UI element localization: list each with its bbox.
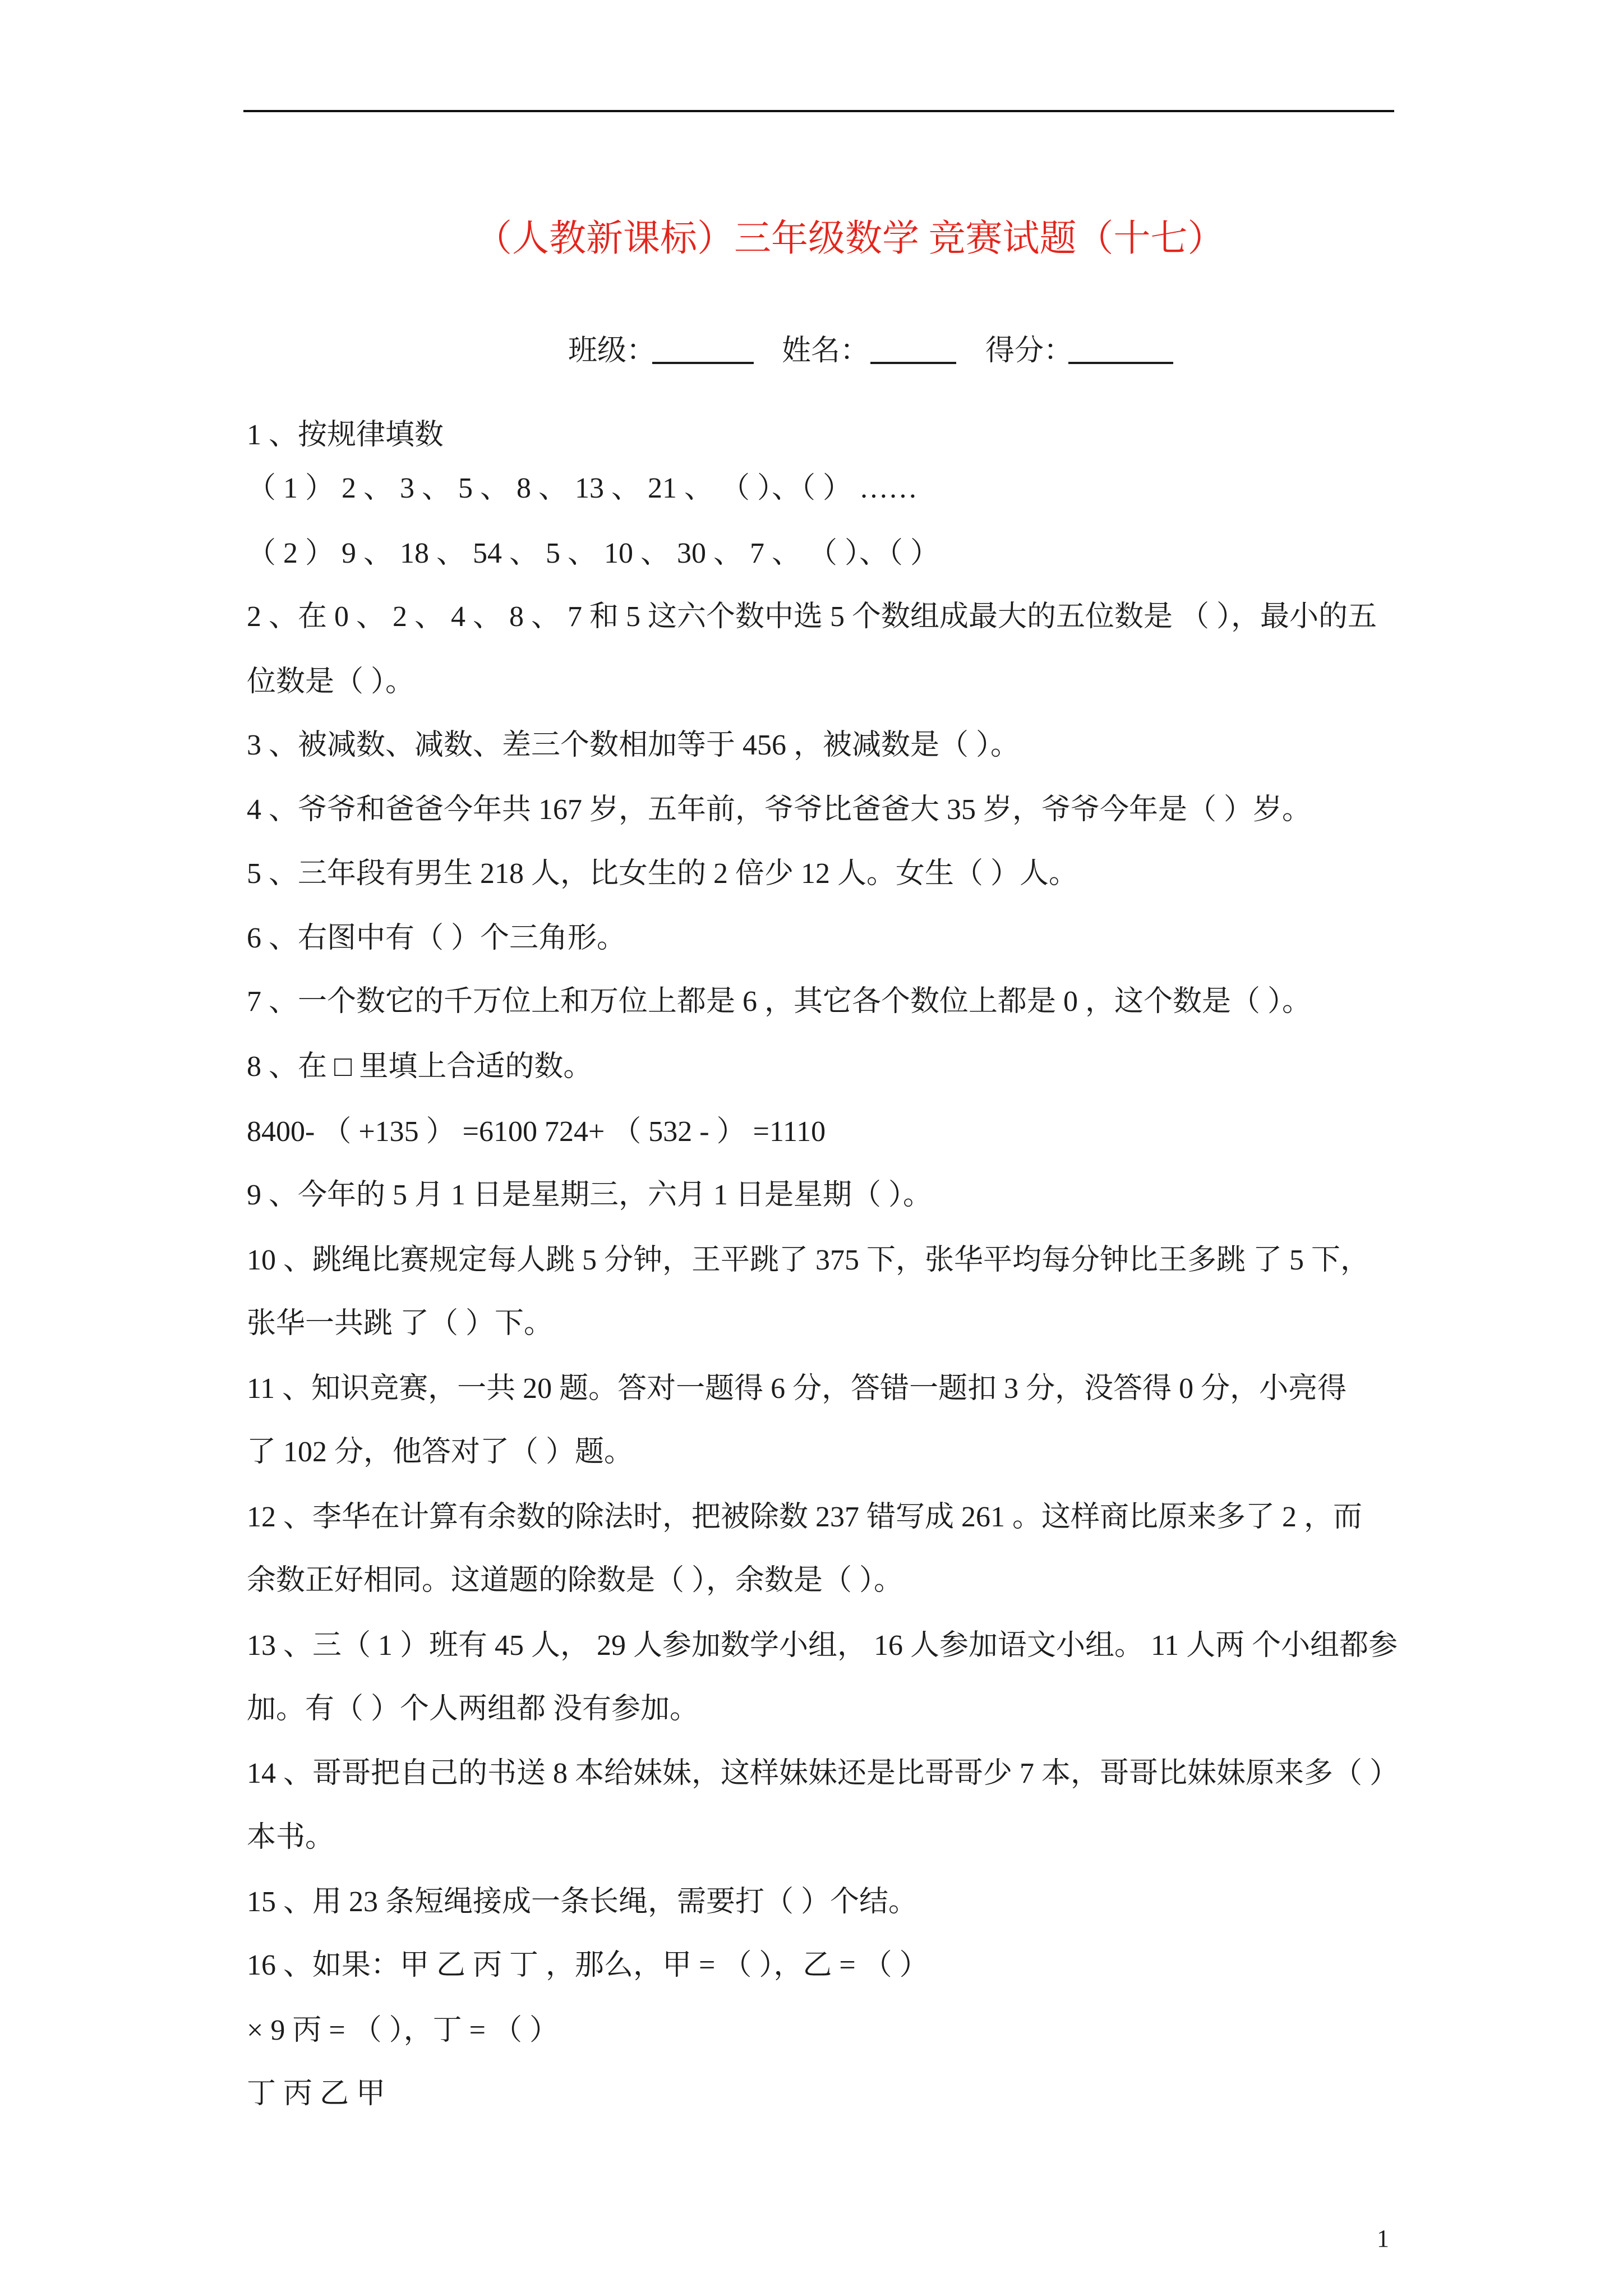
question-1-line-3: （ 2 ） 9 、 18 、 54 、 5 、 10 、 30 、 7 、 （ ）、（ ） bbox=[247, 537, 940, 569]
question-8-line-2: 8400- （ +135 ） =6100 724+ （ 532 - ） =1110 bbox=[247, 1116, 826, 1148]
question-5-line-1: 5 、三年段有男生 218 人，比女生的 2 倍少 12 人。女生（ ）人。 bbox=[247, 858, 1078, 890]
question-12-line-1: 12 、李华在计算有余数的除法时，把被除数 237 错写成 261 。这样商比原来多了 2 ，而 bbox=[247, 1501, 1363, 1533]
question-11-line-2: 了 102 分，他答对了（ ）题。 bbox=[247, 1436, 634, 1468]
score-label: 得分： bbox=[985, 335, 1073, 367]
question-13-line-2: 加。有（ ）个人两组都 没有参加。 bbox=[247, 1693, 699, 1725]
page-title: （人教新课标）三年级数学 竞赛试题（十七） bbox=[475, 218, 1225, 259]
question-1-line-1: 1 、按规律填数 bbox=[247, 419, 444, 451]
class-blank bbox=[652, 337, 754, 364]
question-2-line-1: 2 、在 0 、 2 、 4 、 8 、 7 和 5 这六个数中选 5 个数组成最大的五位数是 （ ），最小的五 bbox=[247, 601, 1377, 633]
question-8-line-1: 8 、在 □ 里填上合适的数。 bbox=[247, 1051, 593, 1083]
question-14-line-1: 14 、哥哥把自己的书送 8 本给妹妹，这样妹妹还是比哥哥少 7 本，哥哥比妹妹原来多（ ） bbox=[247, 1757, 1399, 1789]
page-number: 1 bbox=[1377, 2225, 1389, 2252]
question-16-line-3: 丁 丙 乙 甲 bbox=[247, 2078, 386, 2110]
question-16-line-2: × 9 丙 = （ ），丁 = （ ） bbox=[247, 2014, 559, 2046]
question-7-line-1: 7 、一个数它的千万位上和万位上都是 6 ，其它各个数位上都是 0 ，这个数是（ ）。 bbox=[247, 986, 1312, 1018]
class-label: 班级： bbox=[568, 335, 656, 367]
question-6-line-1: 6 、右图中有（ ）个三角形。 bbox=[247, 922, 626, 954]
question-1-line-2: （ 1 ） 2 、 3 、 5 、 8 、 13 、 21 、 （ ）、（ ） …… bbox=[247, 472, 918, 504]
question-15-line-1: 15 、用 23 条短绳接成一条长绳，需要打（ ）个结。 bbox=[247, 1886, 918, 1918]
name-blank bbox=[870, 337, 956, 364]
question-16-line-1: 16 、如果：甲 乙 丙 丁 ，那么，甲 = （ ），乙 = （ ） bbox=[247, 1949, 929, 1981]
question-2-line-2: 位数是（ ）。 bbox=[247, 666, 415, 698]
question-10-line-2: 张华一共跳 了（ ）下。 bbox=[247, 1308, 554, 1340]
header-rule bbox=[243, 110, 1394, 112]
question-10-line-1: 10 、跳绳比赛规定每人跳 5 分钟，王平跳了 375 下，张华平均每分钟比王多跳 了 5 下， bbox=[247, 1244, 1370, 1276]
name-label: 姓名： bbox=[782, 335, 870, 367]
question-11-line-1: 11 、知识竞赛，一共 20 题。答对一题得 6 分，答错一题扣 3 分，没答得 0 分，小亮得 bbox=[247, 1373, 1347, 1405]
question-9-line-1: 9 、今年的 5 月 1 日是星期三，六月 1 日是星期（ ）。 bbox=[247, 1179, 933, 1211]
question-3-line-1: 3 、被减数、减数、差三个数相加等于 456 ，被减数是（ ）。 bbox=[247, 729, 1020, 761]
score-blank bbox=[1068, 337, 1173, 364]
question-13-line-1: 13 、三（ 1 ）班有 45 人， 29 人参加数学小组， 16 人参加语文小组。 11 人两 个小组都参 bbox=[247, 1630, 1398, 1662]
question-4-line-1: 4 、爷爷和爸爸今年共 167 岁，五年前，爷爷比爸爸大 35 岁，爷爷今年是（ ）岁。 bbox=[247, 794, 1312, 826]
question-12-line-2: 余数正好相同。这道题的除数是（ ），余数是（ ）。 bbox=[247, 1565, 903, 1596]
question-14-line-2: 本书。 bbox=[247, 1821, 335, 1853]
